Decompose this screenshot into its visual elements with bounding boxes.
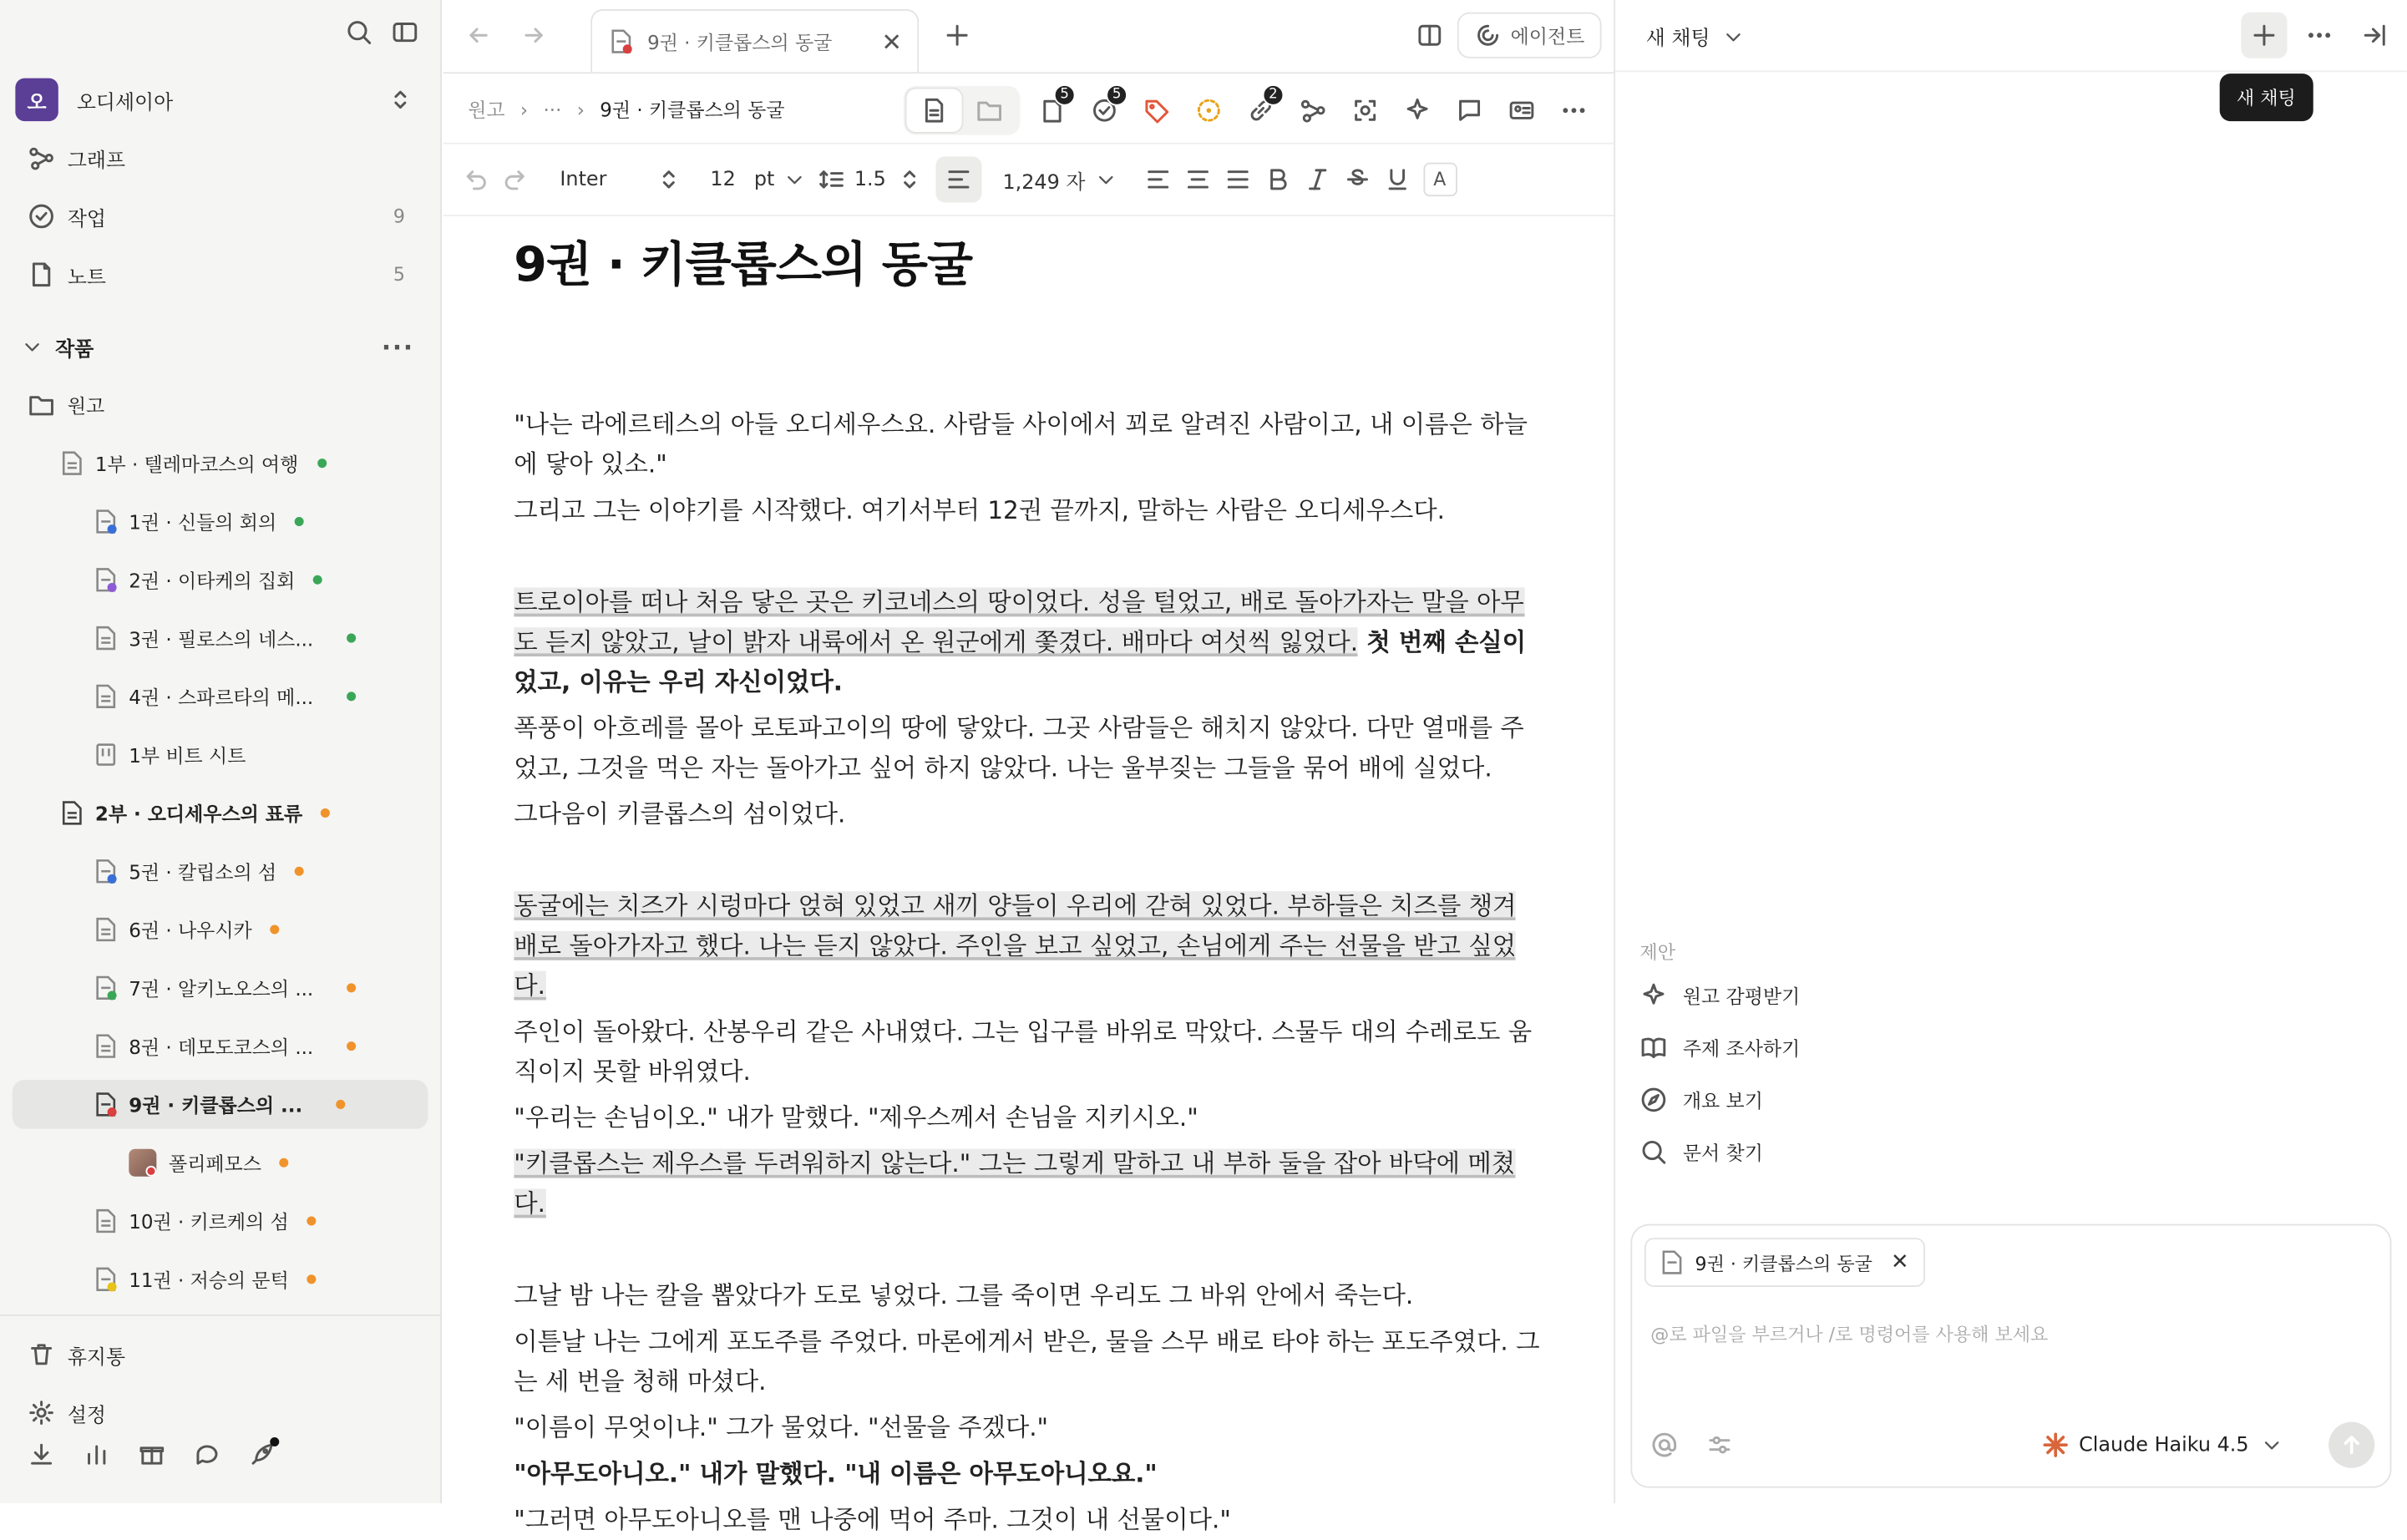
status-dot: [347, 691, 357, 701]
editor-pane: [443, 0, 1614, 1534]
chevron-right-icon: ›: [576, 97, 585, 121]
bar-chart-icon[interactable]: [83, 1441, 110, 1468]
tree-item-book7[interactable]: [95, 963, 357, 1012]
font-select[interactable]: [550, 156, 682, 202]
char-count-select[interactable]: [993, 156, 1116, 202]
suggestion-outline[interactable]: [1639, 1080, 1762, 1120]
chat-title: 새 채팅: [1645, 28, 1710, 51]
links-badge: 2: [1263, 84, 1285, 106]
paragraph[interactable]: 폭풍이 아흐레를 몰아 로토파고이의 땅에 닿았다. 그곳 사람들은 해치지 않았다. 다만 열매를 주었고, 그것을 먹은 자는 돌아가고 싶어 하지 않았다. 나는 울부짖는 그들을 묶어 배에 실었다.: [514, 713, 1524, 783]
context-chip[interactable]: [1644, 1238, 1926, 1287]
tree-item-book11[interactable]: [95, 1254, 317, 1304]
nav-trash-label: 휴지통: [67, 1345, 126, 1370]
font-size: 12: [710, 168, 736, 191]
sidebar-toggle-icon[interactable]: [391, 18, 418, 46]
check-circle-icon: [28, 202, 55, 230]
tree-folder-manuscript[interactable]: [28, 381, 104, 430]
tree-item-part1[interactable]: [61, 438, 326, 488]
nav-notes[interactable]: [28, 251, 414, 297]
strikethrough-button[interactable]: [1343, 156, 1371, 202]
tasks-badge: 5: [1106, 84, 1127, 106]
gift-icon[interactable]: [138, 1441, 165, 1468]
collapse-right-icon: [2361, 22, 2389, 49]
document-icon: [95, 1267, 117, 1291]
document-icon: [95, 1034, 117, 1058]
document-icon: [95, 1092, 117, 1117]
line-height-icon: [818, 165, 845, 193]
arrow-up-icon: [2338, 1431, 2365, 1459]
tree-label: 1부 · 텔레마코스의 여행: [94, 452, 299, 476]
more-button[interactable]: [1548, 88, 1599, 134]
tree-label: 1부 비트 시트: [129, 743, 246, 767]
bold-text[interactable]: 첫 번째 손실이었고, 이유는 우리 자신이었다.: [514, 627, 1527, 697]
chevron-down-icon: [783, 165, 805, 193]
context-chip-label: 9권 · 키클롭스의 동굴: [1695, 1252, 1872, 1274]
remove-chip-icon[interactable]: ✕: [1890, 1249, 1909, 1275]
undo-button[interactable]: [462, 156, 489, 202]
redo-button[interactable]: [502, 156, 530, 202]
tree-label: 원고: [67, 394, 105, 418]
chevron-right-icon: ›: [519, 97, 529, 121]
send-button[interactable]: [2328, 1422, 2374, 1468]
status-dot: [295, 517, 304, 526]
id-card-icon: [1508, 97, 1535, 124]
document-icon: [95, 626, 117, 650]
comment-button[interactable]: [1443, 88, 1495, 134]
document-body[interactable]: [514, 216, 1542, 1534]
paragraph[interactable]: [514, 583, 1542, 702]
nav-settings-label: 설정: [67, 1404, 106, 1428]
search-icon[interactable]: [345, 18, 372, 46]
highlighted-text[interactable]: 트로이아를 떠나 처음 닿은 곳은 키코네스의 땅이었다. 성을 털었고, 배로 돌아가자는 말을 아무도 듣지 않았고, 날이 밝자 내륙에서 온 원군에게 쫓겼다. 배마다 여섯씩 잃었다.: [514, 587, 1524, 657]
more-icon: [1560, 97, 1588, 124]
chevron-down-icon: [22, 336, 43, 357]
tree-item-book3[interactable]: [95, 614, 357, 663]
plus-icon: [2250, 22, 2278, 49]
chevron-down-icon: [1722, 23, 1744, 50]
align-left-button[interactable]: [935, 156, 981, 202]
download-icon[interactable]: [28, 1441, 55, 1468]
tree-item-book4[interactable]: [95, 671, 357, 721]
chat-bubble-icon[interactable]: [193, 1441, 220, 1468]
search-icon: [1639, 1138, 1667, 1166]
suggestion-label: 개요 보기: [1682, 1089, 1763, 1112]
nav-graph-label: 그래프: [67, 149, 126, 173]
status-dot: [347, 634, 357, 643]
tree-label: 9권 · 키클롭스의 ...: [129, 1093, 303, 1117]
document-icon: [61, 451, 83, 475]
paragraph[interactable]: 그날 밤 나는 칼을 뽑았다가 도로 넣었다. 그를 죽이면 우리도 그 바위 안에서 죽는다.: [514, 1280, 1414, 1310]
new-tab-icon[interactable]: [944, 22, 971, 49]
tree-label: 8권 · 데모도코스의 ...: [129, 1035, 314, 1059]
tree-label: 3권 · 필로스의 네스...: [129, 627, 314, 651]
ai-button[interactable]: [1391, 88, 1443, 134]
document-icon: [95, 684, 117, 708]
folder-view-button[interactable]: [962, 89, 1017, 132]
tree-label: 6권 · 나우시카: [129, 919, 252, 942]
section-more-button[interactable]: ···: [381, 332, 414, 362]
status-dot: [271, 925, 280, 935]
section-works[interactable]: [22, 325, 421, 367]
view-toggle: [904, 86, 1021, 135]
tree-item-part2[interactable]: [61, 788, 330, 838]
breadcrumb-root[interactable]: 원고: [468, 98, 505, 122]
document-icon: [95, 975, 117, 1000]
files-button[interactable]: [1026, 88, 1078, 134]
tag-icon: [1143, 97, 1170, 124]
chat-composer: [1630, 1224, 2391, 1488]
status-button[interactable]: [1183, 88, 1234, 134]
paragraph[interactable]: 주인이 돌아왔다. 산봉우리 같은 사내였다. 그는 입구를 바위로 막았다. 스물두 대의 수레로도 움직이지 못할 바위였다.: [514, 1016, 1533, 1087]
status-dot: [280, 1158, 289, 1168]
status-circle-icon: [1195, 97, 1223, 124]
tree-item-beat-sheet[interactable]: [95, 730, 246, 779]
tree-label: 2권 · 이타케의 집회: [129, 569, 296, 592]
status-dot: [307, 1274, 317, 1284]
tasks-button[interactable]: [1078, 88, 1130, 134]
nav-notes-label: 노트: [67, 266, 106, 290]
workspace-switcher[interactable]: [15, 77, 426, 123]
nav-tasks-count: 9: [393, 205, 405, 227]
collapse-panel-button[interactable]: [2352, 13, 2398, 58]
highlighted-text[interactable]: "키클롭스는 제우스를 두려워하지 않는다." 그는 그렇게 말하고 내 부하 둘을 잡아 바닥에 메쳤다.: [514, 1148, 1516, 1218]
nav-tasks-label: 작업: [67, 207, 106, 231]
suggestion-research[interactable]: [1639, 1028, 1800, 1068]
status-dot: [295, 867, 304, 876]
tree-label: 1권 · 신들의 회의: [129, 510, 277, 534]
document-icon: [95, 1208, 117, 1233]
file-icon: [28, 261, 55, 288]
more-icon: [2306, 22, 2334, 49]
status-dot: [321, 808, 330, 818]
nav-settings[interactable]: [28, 1390, 414, 1436]
font-size-unit: pt: [753, 168, 775, 191]
character-avatar: [129, 1149, 156, 1177]
settings-sliders-icon[interactable]: [1705, 1431, 1733, 1459]
section-works-title: 작품: [55, 337, 94, 362]
rocket-icon[interactable]: [249, 1441, 276, 1468]
back-arrow-icon[interactable]: [465, 22, 493, 49]
chat-session-select[interactable]: [1646, 22, 1744, 51]
tree-label: 11권 · 저승의 문턱: [129, 1268, 289, 1292]
agent-button[interactable]: [1457, 13, 1601, 58]
mention-icon[interactable]: [1650, 1431, 1678, 1459]
char-count: 1,249 자: [1002, 170, 1086, 195]
bold-button[interactable]: [1264, 156, 1291, 202]
tab-book9[interactable]: [590, 9, 919, 72]
tree-label: 2부 · 오디세우스의 표류: [94, 802, 303, 826]
compass-icon: [1639, 1086, 1667, 1113]
status-dot: [337, 1100, 346, 1109]
chat-header: [1615, 0, 2407, 72]
suggestion-find[interactable]: [1639, 1132, 1762, 1172]
status-dot: [347, 983, 357, 992]
paragraph[interactable]: "이름이 무엇이냐." 그가 물었다. "선물을 주겠다.": [514, 1412, 1049, 1442]
chevron-down-icon: [1095, 165, 1117, 193]
suggestion-label: 원고 감평받기: [1682, 985, 1801, 1008]
tree-item-book2[interactable]: [95, 555, 323, 605]
document-icon: [95, 859, 117, 884]
breadcrumb: [468, 95, 784, 123]
highlighted-text[interactable]: 동굴에는 치즈가 시렁마다 얹혀 있었고 새끼 양들이 우리에 갇혀 있었다. 부하들은 치즈를 챙겨 배로 돌아가자고 했다. 나는 듣지 않았다. 주인을 보고 싶었고, 손님에게 주는 선물을 받고 싶었다.: [514, 891, 1517, 1000]
document-icon: [611, 29, 632, 53]
font-name: Inter: [560, 168, 607, 191]
workspace-avatar: 오: [15, 79, 58, 121]
paragraph[interactable]: 그리고 그는 이야기를 시작했다. 여기서부터 12권 끝까지, 말하는 사람은 오디세우스다.: [514, 495, 1445, 525]
tag-button[interactable]: [1131, 88, 1183, 134]
close-tab-icon[interactable]: ✕: [881, 27, 902, 57]
align-center-button[interactable]: [1183, 156, 1211, 202]
comment-icon: [1456, 97, 1483, 124]
document-view-button[interactable]: [906, 89, 961, 132]
trash-icon: [28, 1340, 55, 1368]
document-icon: [1661, 1250, 1683, 1274]
tree-item-polyphemus[interactable]: [129, 1138, 289, 1188]
card-button[interactable]: [1496, 88, 1548, 134]
breadcrumb-ellipsis[interactable]: ···: [543, 97, 562, 121]
chat-input[interactable]: @로 파일을 부르거나 /로 명령어를 사용해 보세요: [1650, 1324, 2049, 1345]
document-icon: [95, 917, 117, 941]
format-toolbar: [443, 144, 1614, 216]
document-icon: [61, 801, 83, 825]
tree-item-book1[interactable]: [95, 497, 304, 546]
tree-label: 4권 · 스파르타의 메...: [129, 686, 314, 709]
suggestion-label: 주제 조사하기: [1682, 1036, 1801, 1061]
tree-label: 5권 · 칼립소의 섬: [129, 860, 277, 884]
chevron-updown-icon: [655, 165, 682, 193]
workspace-name: 오디세이아: [76, 91, 174, 114]
focus-button[interactable]: [1339, 88, 1391, 134]
document-toolbar: [904, 86, 1600, 135]
model-select[interactable]: [2042, 1431, 2283, 1459]
claude-icon: [2042, 1431, 2070, 1459]
focus-icon: [1351, 97, 1379, 124]
status-dot: [313, 575, 322, 585]
status-dot: [347, 1041, 357, 1051]
folder-icon: [28, 391, 55, 418]
split-view-icon[interactable]: [1416, 22, 1443, 49]
paragraph[interactable]: "우리는 손님이오." 내가 말했다. "제우스께서 손님을 지키시오.": [514, 1102, 1198, 1132]
text-color-button[interactable]: [1423, 163, 1457, 196]
new-chat-tooltip: 새 채팅: [2220, 73, 2313, 121]
line-height-select[interactable]: [818, 156, 923, 202]
tree-item-book8[interactable]: [95, 1021, 357, 1071]
sidebar: [0, 0, 442, 1503]
paragraph[interactable]: "나는 라에르테스의 아들 오디세우스요. 사람들 사이에서 꾀로 알려진 사람이고, 내 이름은 하늘에 닿아 있소.": [514, 409, 1528, 479]
align-left-text-button[interactable]: [1143, 156, 1171, 202]
graph-button[interactable]: [1287, 88, 1339, 134]
model-name: Claude Haiku 4.5: [2079, 1433, 2249, 1456]
paragraph[interactable]: "그러면 아무도아니오를 맨 나중에 먹어 주마. 그것이 내 선물이다.": [514, 1504, 1231, 1534]
new-chat-button[interactable]: [2241, 13, 2287, 58]
document-title[interactable]: 9권 · 키클롭스의 동굴: [514, 237, 973, 293]
tree-item-book9[interactable]: [13, 1080, 428, 1129]
graph-icon: [28, 144, 55, 172]
tree-label: 10권 · 키르케의 섬: [129, 1210, 289, 1234]
nav-trash[interactable]: [28, 1331, 414, 1377]
tree-label: 7권 · 알키노오스의 ...: [129, 976, 314, 1000]
sparkle-icon: [1639, 981, 1667, 1009]
chat-more-button[interactable]: [2297, 13, 2343, 58]
links-button[interactable]: [1235, 88, 1287, 134]
files-badge: 5: [1054, 84, 1076, 106]
book-icon: [1639, 1034, 1667, 1061]
nav-notes-count: 5: [393, 263, 405, 286]
agent-label: 에이전트: [1510, 24, 1585, 48]
text-color-label: A: [1433, 169, 1447, 190]
tree-item-book10[interactable]: [95, 1197, 317, 1246]
paragraph[interactable]: [514, 1144, 1542, 1224]
suggestions-title: 제안: [1639, 941, 1676, 964]
document-icon: [95, 568, 117, 592]
font-size-select[interactable]: [701, 156, 805, 202]
nav-tasks[interactable]: [28, 193, 414, 239]
status-dot: [307, 1217, 317, 1226]
paragraph[interactable]: "아무도아니오." 내가 말했다. "내 이름은 아무도아니오요.": [514, 1458, 1158, 1488]
suggestion-label: 문서 찾기: [1682, 1141, 1763, 1165]
tab-title: 9권 · 키클롭스의 동굴: [647, 30, 833, 54]
paragraph[interactable]: [514, 887, 1542, 1006]
breadcrumb-current: 9권 · 키클롭스의 동굴: [600, 98, 785, 122]
chevron-down-icon: [2261, 1431, 2283, 1459]
suggestion-review[interactable]: [1639, 975, 1800, 1016]
tree-item-book5[interactable]: [95, 847, 304, 896]
nav-graph[interactable]: [28, 135, 414, 181]
paragraph[interactable]: 그다음이 키클롭스의 섬이었다.: [514, 798, 846, 828]
tree-item-book6[interactable]: [95, 905, 280, 955]
document-icon: [95, 509, 117, 534]
agent-icon: [1473, 22, 1501, 49]
italic-button[interactable]: [1303, 156, 1330, 202]
paragraph[interactable]: 이튿날 나는 그에게 포도주를 주었다. 마론에게서 받은, 물을 스무 배로 타야 하는 포도주였다. 그는 세 번을 청해 마셨다.: [514, 1326, 1540, 1396]
chat-panel: [1614, 0, 2405, 1503]
line-height-value: 1.5: [854, 168, 886, 191]
tree-label: 폴리페모스: [169, 1152, 261, 1175]
graph-icon: [1300, 97, 1327, 124]
forward-arrow-icon[interactable]: [520, 22, 548, 49]
breadcrumb-bar: [443, 72, 1614, 144]
gear-icon: [28, 1399, 55, 1426]
beat-sheet-icon: [95, 742, 117, 767]
chevron-updown-icon: [387, 86, 414, 114]
status-dot: [317, 458, 326, 468]
chevron-updown-icon: [895, 165, 923, 193]
tab-bar: [443, 0, 1614, 72]
underline-button[interactable]: [1383, 156, 1411, 202]
align-justify-button[interactable]: [1224, 156, 1251, 202]
sparkle-icon: [1404, 97, 1432, 124]
